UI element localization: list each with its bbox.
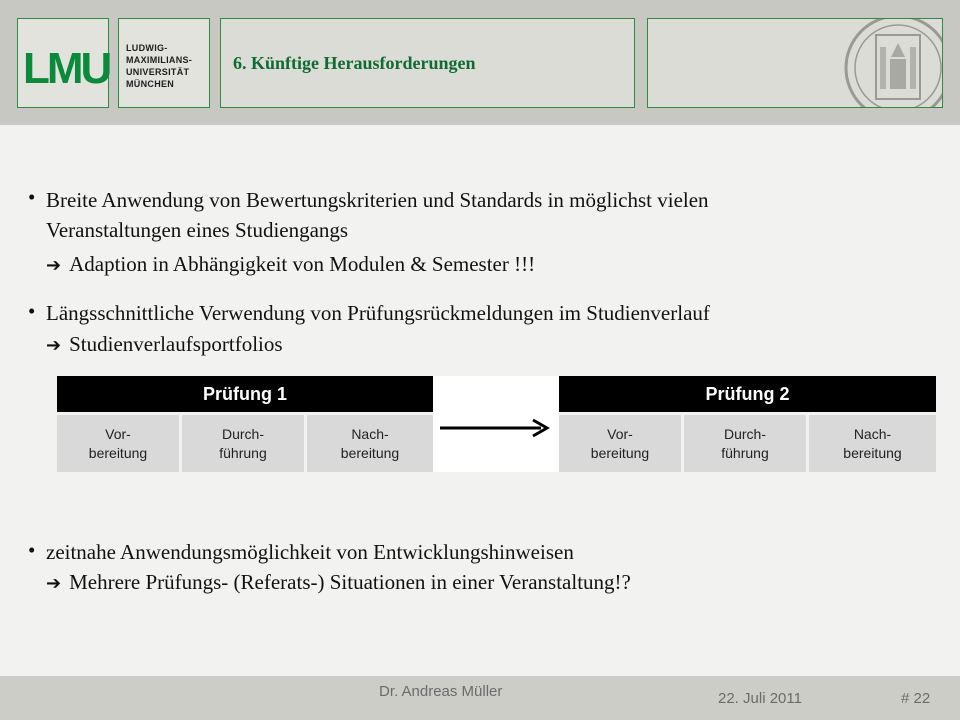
bullet-1-conclusion: Adaption in Abhängigkeit von Modulen & Semester !!! <box>69 252 536 276</box>
exam-1-phase-preparation <box>57 415 179 472</box>
phase-label: Durch- <box>221 425 264 442</box>
phase-label: Nach- <box>853 425 892 442</box>
phase-label: Vor- <box>105 425 131 442</box>
bullet-1-line-1: Breite Anwendung von Bewertungskriterien und Standards in möglichst vielen <box>46 188 709 212</box>
exam-2-phase-preparation <box>559 415 681 472</box>
phase-label: Durch- <box>723 425 766 442</box>
bullet-marker: • <box>28 185 36 209</box>
slide-title: 6. Künftige Herausforderungen <box>233 53 476 73</box>
bullet-marker: • <box>28 299 36 323</box>
phase-label: Nach- <box>351 425 389 442</box>
footer-date: 22. Juli 2011 <box>718 690 802 707</box>
exam-2-phase-followup <box>809 415 936 472</box>
bullet-3-line-2 <box>46 568 631 598</box>
bullet-3-conclusion: Mehrere Prüfungs- (Referats-) Situationen in einer Veranstaltung!? <box>69 570 631 594</box>
slide-footer <box>0 676 960 720</box>
transition-area <box>433 376 559 472</box>
lmu-logo-mark: LMU <box>23 44 110 93</box>
university-name-line: MÜNCHEN <box>126 79 175 89</box>
phase-label: bereitung <box>843 444 902 461</box>
university-name-box <box>118 18 210 108</box>
arrow-icon: ➔ <box>46 255 62 276</box>
university-name-line: LUDWIG- <box>126 43 168 53</box>
phase-label: Vor- <box>607 425 633 442</box>
bullet-3-line-1: zeitnahe Anwendungsmöglichkeit von Entwicklungshinweisen <box>46 540 574 564</box>
exam-1-phase-followup <box>307 415 433 472</box>
exam-1-header: Prüfung 1 <box>57 376 433 412</box>
university-name-line: UNIVERSITÄT <box>126 67 190 77</box>
lmu-logo <box>17 18 109 108</box>
exam-sequence-diagram <box>57 376 937 476</box>
university-name-line: MAXIMILIANS- <box>126 55 193 65</box>
phase-label: bereitung <box>340 444 400 461</box>
exam-1-phase-execution <box>182 415 304 472</box>
bullet-2-line-2 <box>46 330 283 360</box>
university-seal-icon <box>843 18 943 108</box>
bullet-1-line-2: Veranstaltungen eines Studiengangs <box>46 218 349 242</box>
bullet-marker: • <box>28 538 36 562</box>
bullet-1-line-3 <box>46 250 535 280</box>
phase-label: bereitung <box>590 444 650 461</box>
bullet-2-conclusion: Studienverlaufsportfolios <box>69 332 283 356</box>
phase-label: führung <box>219 444 267 461</box>
slide-header <box>0 0 960 125</box>
exam-2-header: Prüfung 2 <box>559 376 936 412</box>
arrow-icon: ➔ <box>46 335 62 356</box>
seal-box <box>647 18 943 108</box>
exam-2-phase-execution <box>684 415 806 472</box>
bullet-2-line-1: Längsschnittliche Verwendung von Prüfungsrückmeldungen im Studienverlauf <box>46 301 710 325</box>
footer-slide-number: # 22 <box>901 690 931 707</box>
arrow-icon: ➔ <box>46 573 62 594</box>
phase-label: führung <box>721 444 769 461</box>
title-box <box>220 18 635 108</box>
phase-label: bereitung <box>88 444 148 461</box>
arrow-right-icon <box>433 376 559 472</box>
footer-author: Dr. Andreas Müller <box>379 683 503 700</box>
